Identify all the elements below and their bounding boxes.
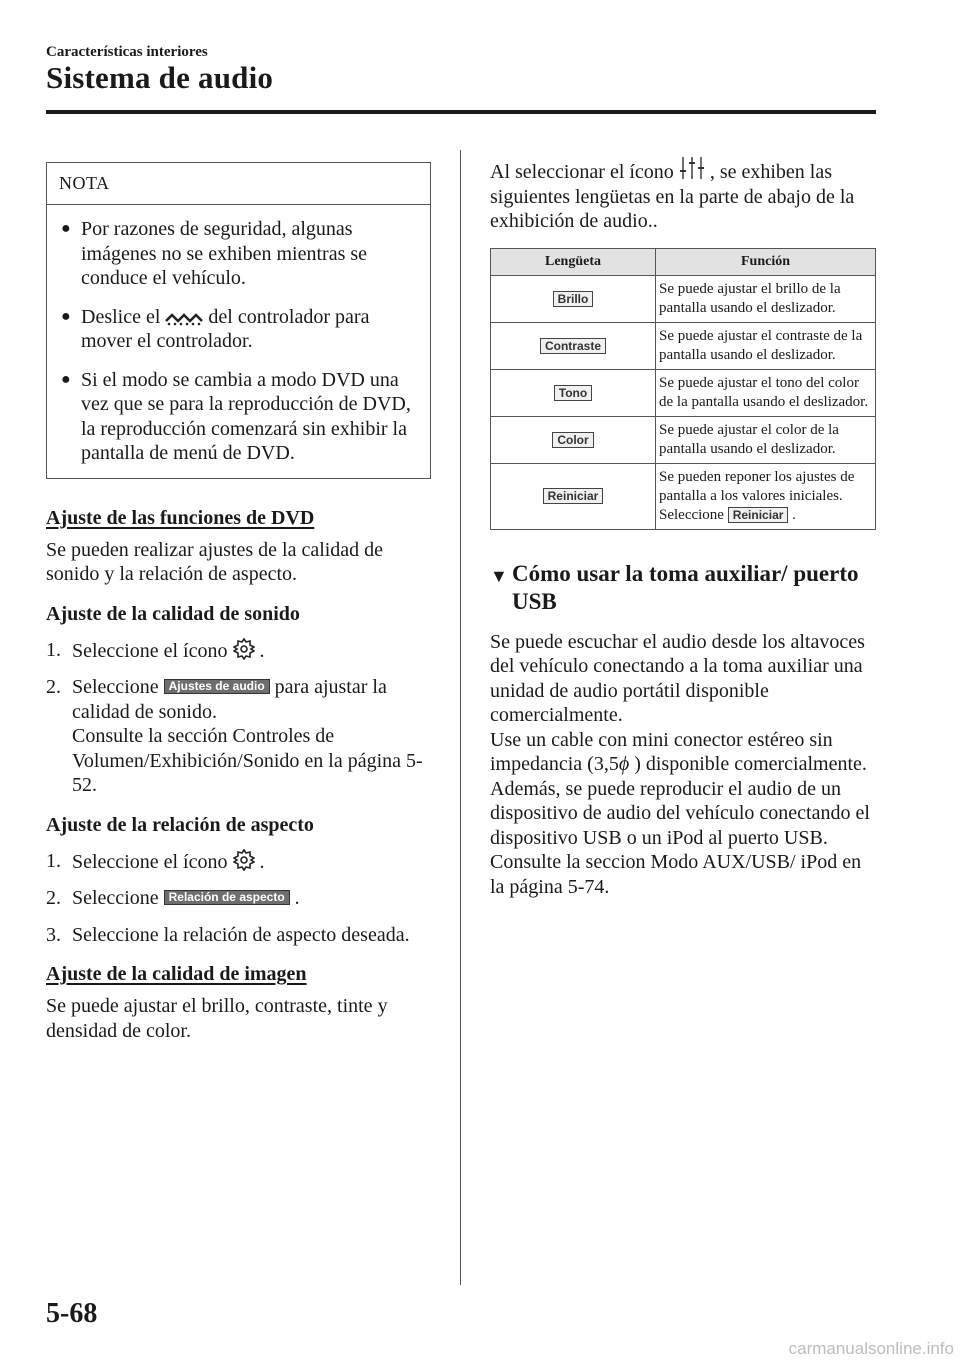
table-header-row <box>491 248 876 275</box>
table-row <box>491 275 876 322</box>
right-column <box>490 156 876 899</box>
step <box>46 923 431 948</box>
paragraph: Consulte la seccion Modo AUX/USB/ iPod en la página 5-74. <box>490 851 862 898</box>
table-row <box>491 322 876 369</box>
color-tab[interactable]: Color <box>552 432 593 448</box>
table-cell-tab <box>491 322 656 369</box>
table-row <box>491 463 876 529</box>
function-table <box>490 248 876 530</box>
note-bullet <box>59 368 416 466</box>
step-text: Seleccione Relación de aspecto . <box>72 887 300 909</box>
step-number: 1. <box>46 638 61 661</box>
equalizer-icon <box>679 156 705 180</box>
table-cell-desc: Se pueden reponer los ajustes de pantalla a los valores iniciales. Seleccione Reiniciar . <box>656 463 876 529</box>
step-number: 1. <box>46 849 61 872</box>
aspect-ratio-button[interactable]: Relación de aspecto <box>164 890 290 905</box>
paragraph: Se pueden realizar ajustes de la calidad de sonido y la relación de aspecto. <box>46 538 384 585</box>
table-header: Lengüeta <box>491 248 656 275</box>
table-cell-tab <box>491 416 656 463</box>
step <box>46 886 431 911</box>
section-heading-image: Ajuste de la calidad de imagen <box>46 963 307 985</box>
table-cell-desc: Se puede ajustar el contraste de la pantalla usando el deslizador. <box>656 322 876 369</box>
page-title: Sistema de audio <box>46 60 274 95</box>
step <box>46 849 431 875</box>
step-text: Seleccione la relación de aspecto deseada. <box>72 923 410 946</box>
step <box>46 675 431 798</box>
section-heading-aux: ▼ Cómo usar la toma auxiliar/ puerto USB <box>490 560 859 614</box>
triangle-down-icon: ▼ <box>490 565 508 586</box>
step-text: Seleccione el ícono . <box>72 850 265 873</box>
subheading-sound: Ajuste de la calidad de sonido <box>46 602 300 625</box>
table-cell-desc: Se puede ajustar el color de la pantalla usando el deslizador. <box>656 416 876 463</box>
note-heading: NOTA <box>47 163 430 205</box>
paragraph: Se puede ajustar el brillo, contraste, tinte y densidad de color. <box>46 995 388 1042</box>
left-column <box>46 162 431 1043</box>
note-bullet-text: Por razones de seguridad, algunas imágenes no se exhiben mientras se conduce el vehículo. <box>81 218 368 289</box>
note-bullet-text: Si el modo se cambia a modo DVD una vez que se para la reproducción de DVD, la reproducción comenzará sin exhibir la pantalla de menú de DVD. <box>81 368 411 464</box>
section-label: Características interiores <box>46 44 208 60</box>
note-bullet-text: Deslice el del controlador para mover el controlador. <box>81 305 370 352</box>
header-rule <box>46 110 876 114</box>
step <box>46 638 431 664</box>
reset-tab[interactable]: Reiniciar <box>543 488 604 504</box>
note-bullet <box>59 305 416 354</box>
paragraph: Además, se puede reproducir el audio de un dispositivo de audio del vehículo conectando el dispositivo USB o un iPod al puerto USB. <box>490 777 870 849</box>
note-body <box>47 205 430 478</box>
table-cell-desc: Se puede ajustar el tono del color de la pantalla usando el deslizador. <box>656 369 876 416</box>
step-number: 3. <box>46 923 61 946</box>
section-heading-dvd: Ajuste de las funciones de DVD <box>46 506 315 529</box>
paragraph: Use un cable con mini conector estéreo sin impedancia (3,5ϕ ) disponible comercialmente. <box>490 728 867 775</box>
table-header: Función <box>656 248 876 275</box>
reset-button[interactable]: Reiniciar <box>728 507 789 523</box>
page-number: 5-68 <box>46 1298 98 1329</box>
step-number: 2. <box>46 887 61 909</box>
paragraph: Se puede escuchar el audio desde los altavoces del vehículo conectando a la toma auxiliar una unidad de audio portátil disponible comercialmente. <box>490 630 865 726</box>
bullet-dot-icon: ● <box>61 220 71 237</box>
gear-icon <box>233 849 255 871</box>
note-box <box>46 162 431 479</box>
step-text: Seleccione Ajustes de audio para ajustar la calidad de sonido. Consulte la sección Controles de Volumen/Exhibición/Sonido en la página 5-52. <box>72 676 423 796</box>
note-bullet <box>59 217 416 291</box>
step-text: Seleccione el ícono . <box>72 639 265 662</box>
audio-settings-button[interactable]: Ajustes de audio <box>164 679 270 694</box>
bullet-dot-icon: ● <box>61 370 71 388</box>
tone-tab[interactable]: Tono <box>554 385 592 401</box>
subheading-aspect: Ajuste de la relación de aspecto <box>46 813 314 836</box>
step-number: 2. <box>46 676 61 698</box>
intro-paragraph: Al seleccionar el ícono , se exhiben las siguientes lengüetas en la parte de abajo de la exhibición de audio.. <box>490 156 876 234</box>
table-row <box>491 369 876 416</box>
gear-icon <box>233 638 255 660</box>
table-cell-tab <box>491 369 656 416</box>
contrast-tab[interactable]: Contraste <box>540 338 606 354</box>
table-cell-tab <box>491 275 656 322</box>
table-cell-tab <box>491 463 656 529</box>
watermark: carmanualsonline.info <box>788 1339 954 1358</box>
table-cell-desc: Se puede ajustar el brillo de la pantalla usando el deslizador. <box>656 275 876 322</box>
table-row <box>491 416 876 463</box>
column-divider <box>460 150 461 1285</box>
bullet-dot-icon: ● <box>61 307 71 325</box>
brightness-tab[interactable]: Brillo <box>553 291 594 307</box>
slider-handle-icon <box>165 310 203 326</box>
